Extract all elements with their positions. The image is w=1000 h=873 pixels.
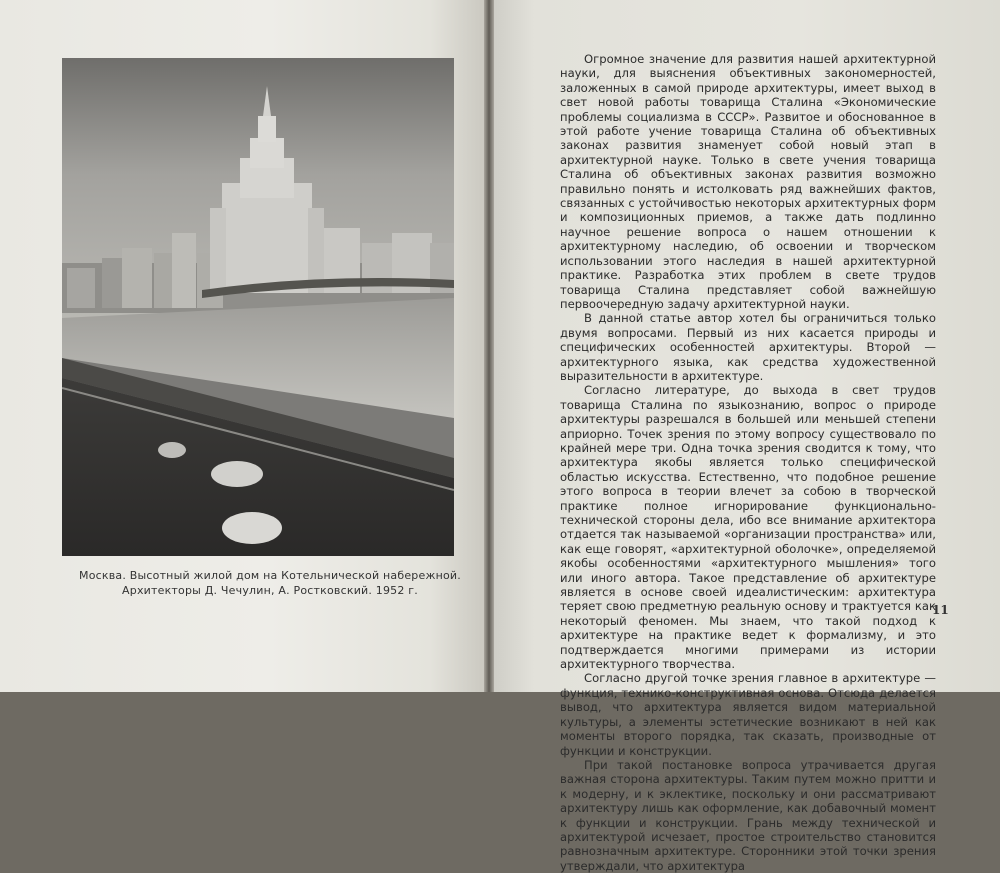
page-number: 11 — [932, 603, 949, 617]
paragraph: При такой постановке вопроса утрачивается другая важная сторона архитектуры. Таким путем можно притти и к модерну, и к эклектике, поскольку и они рассматривают архитектуру лишь как оформление, как добавочный момент к функции и конструкции. Грань между технической и архитектурой исчезает, простое строительство становится равнозначным архитектуре. Сторонники этой точки зрения утверждали, что архитектура — [560, 757, 936, 873]
article-text — [560, 52, 936, 873]
caption-line-2: Архитекторы Д. Чечулин, А. Ростковский. 1952 г. — [122, 584, 418, 597]
book-gutter — [484, 0, 494, 692]
paragraph: Огромное значение для развития нашей архитектурной науки, для выяснения объективных закономерностей, заложенных в самой природе архитектуры, имеет выход в свет новой работы товарища Сталина «Экономические проблемы социализма в СССР». Развитое и обоснованное в этой работе учение товарища Сталина об объективных законах развития знаменует собой новый этап в архитектурной науке. Только в свете учения товарища Сталина об объективных законах развития возможно правильно понять и истолковать ряд важнейших фактов, связанных с устойчивостью некоторых архитектурных форм и композиционных приемов, а также дать подлинно научное решение вопроса о нашем отношении к архитектурному наследию, об освоении и творческом использовании этого наследия в нашей архитектурной практике. Разработка этих проблем в свете трудов товарища Сталина представляет собой важнейшую первоочередную задачу архитектурной науки. — [560, 52, 936, 311]
paragraph: В данной статье автор хотел бы ограничиться только двумя вопросами. Первый из них касается природы и специфических особенностей архитектуры. Второй — архитектурного языка, как средства художественной выразительности в архитектуре. — [560, 311, 936, 383]
photo-kotelnicheskaya-building — [62, 58, 454, 556]
caption-line-1: Москва. Высотный жилой дом на Котельнической набережной. — [79, 569, 461, 582]
paragraph: Согласно литературе, до выхода в свет трудов товарища Сталина по языкознанию, вопрос о природе архитектуры разрешался в большей или меньшей степени априорно. Точек зрения по этому вопросу существовало по крайней мере три. Одна точка зрения сводится к тому, что архитектура якобы является только специфической областью искусства. Естественно, что подобное решение этого вопроса в теории влечет за собою в творческой практике полное игнорирование функционально-технической стороны дела, ибо все внимание архитектора отдается так называемой «организации пространства» или, как еще говорят, «архитектурной оболочке», определяемой якобы особенностями «архитектурного мышления» того или иного автора. Такое представление об архитектуре является в основе своей идеалистическим: архитектура теряет свою предметную реальную основу и трактуется как некоторый феномен. Мы знаем, что такой подход к архитектуре на практике ведет к формализму, и это подтверждается многими примерами из истории архитектурного творчества. — [560, 383, 936, 672]
photo-caption — [70, 568, 470, 598]
left-page — [0, 0, 488, 692]
paragraph: Согласно другой точке зрения главное в архитектуре — функция, технико-конструктивная основа. Отсюда делается вывод, что архитектура является видом материальной культуры, а элементы эстетические возникают в ней как моменты второго порядка, так сказать, производные от функции и конструкции. — [560, 671, 936, 758]
